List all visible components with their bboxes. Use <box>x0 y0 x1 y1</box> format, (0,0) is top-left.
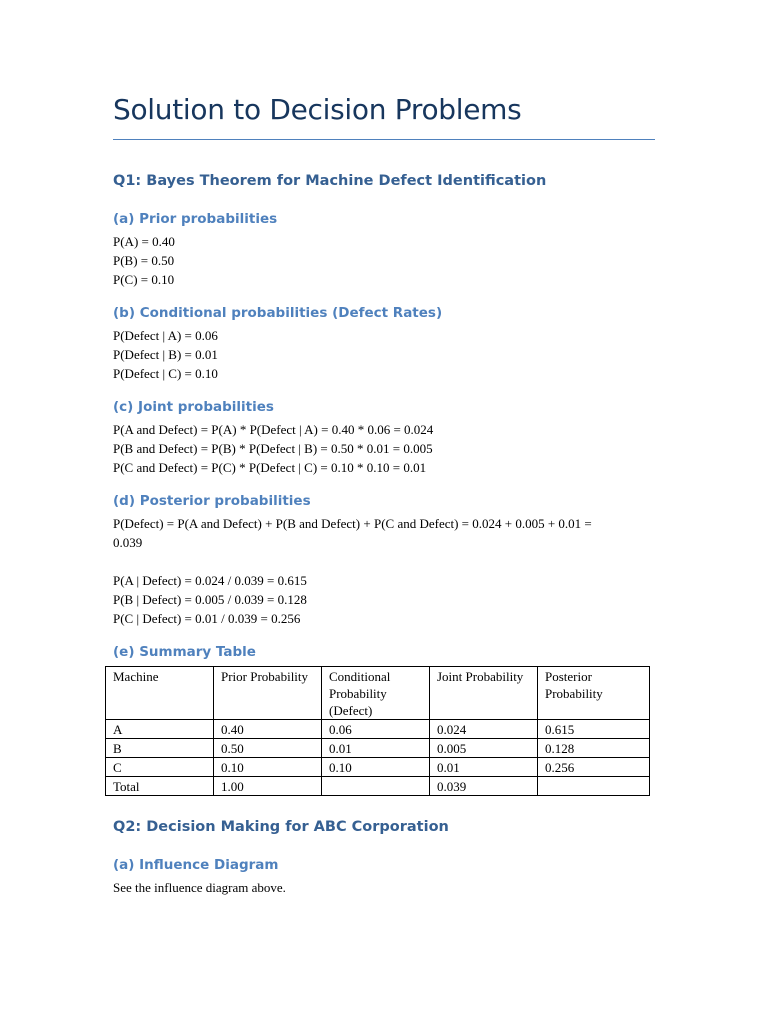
table-cell: 0.01 <box>430 758 538 777</box>
column-header: Machine <box>106 667 214 720</box>
table-cell <box>538 777 650 796</box>
table-row <box>106 720 650 739</box>
table-cell: 0.10 <box>214 758 322 777</box>
title-divider <box>113 139 655 140</box>
table-row <box>106 739 650 758</box>
table-cell: Total <box>106 777 214 796</box>
table-cell: 0.01 <box>322 739 430 758</box>
conditional-a-line: P(Defect | A) = 0.06 <box>113 328 218 343</box>
joint-a-line: P(A and Defect) = P(A) * P(Defect | A) = 0.40 * 0.06 = 0.024 <box>113 422 434 437</box>
column-header: Posterior Probability <box>538 667 650 720</box>
table-cell: 0.40 <box>214 720 322 739</box>
posterior-c-line: P(C | Defect) = 0.01 / 0.039 = 0.256 <box>113 611 301 626</box>
table-cell: 1.00 <box>214 777 322 796</box>
table-cell <box>322 777 430 796</box>
q1b-heading: (b) Conditional probabilities (Defect Rates) <box>113 305 443 321</box>
q2a-heading: (a) Influence Diagram <box>113 857 279 873</box>
q1a-heading: (a) Prior probabilities <box>113 211 278 227</box>
column-header: Joint Probability <box>430 667 538 720</box>
posterior-a-line: P(A | Defect) = 0.024 / 0.039 = 0.615 <box>113 573 307 588</box>
q1c-heading: (c) Joint probabilities <box>113 399 274 415</box>
table-cell: 0.06 <box>322 720 430 739</box>
table-cell: C <box>106 758 214 777</box>
table-cell: 0.039 <box>430 777 538 796</box>
table-cell: 0.256 <box>538 758 650 777</box>
prior-b-line: P(B) = 0.50 <box>113 253 175 268</box>
influence-diagram-note: See the influence diagram above. <box>113 880 286 895</box>
posterior-b-line: P(B | Defect) = 0.005 / 0.039 = 0.128 <box>113 592 307 607</box>
q1e-heading: (e) Summary Table <box>113 644 256 660</box>
table-cell: 0.024 <box>430 720 538 739</box>
table-cell: B <box>106 739 214 758</box>
summary-table <box>105 666 650 796</box>
conditional-b-line: P(Defect | B) = 0.01 <box>113 347 218 362</box>
conditional-c-line: P(Defect | C) = 0.10 <box>113 366 218 381</box>
table-cell: 0.005 <box>430 739 538 758</box>
total-defect-line: P(Defect) = P(A and Defect) + P(B and Defect) + P(C and Defect) = 0.024 + 0.005 + 0.01 = <box>113 516 592 531</box>
table-cell: 0.128 <box>538 739 650 758</box>
total-defect-line-continued: 0.039 <box>113 535 143 550</box>
table-cell: 0.615 <box>538 720 650 739</box>
table-row <box>106 758 650 777</box>
column-header: Conditional Probability (Defect) <box>322 667 430 720</box>
joint-b-line: P(B and Defect) = P(B) * P(Defect | B) = 0.50 * 0.01 = 0.005 <box>113 441 433 456</box>
prior-a-line: P(A) = 0.40 <box>113 234 175 249</box>
table-header-row <box>106 667 650 720</box>
table-row-total <box>106 777 650 796</box>
table-cell: 0.10 <box>322 758 430 777</box>
q2-heading: Q2: Decision Making for ABC Corporation <box>113 819 449 835</box>
joint-c-line: P(C and Defect) = P(C) * P(Defect | C) = 0.10 * 0.10 = 0.01 <box>113 460 427 475</box>
table-cell: 0.50 <box>214 739 322 758</box>
column-header: Prior Probability <box>214 667 322 720</box>
table-cell: A <box>106 720 214 739</box>
q1d-heading: (d) Posterior probabilities <box>113 493 311 509</box>
prior-c-line: P(C) = 0.10 <box>113 272 175 287</box>
q1-heading: Q1: Bayes Theorem for Machine Defect Identification <box>113 173 547 189</box>
document-title: Solution to Decision Problems <box>113 93 522 126</box>
